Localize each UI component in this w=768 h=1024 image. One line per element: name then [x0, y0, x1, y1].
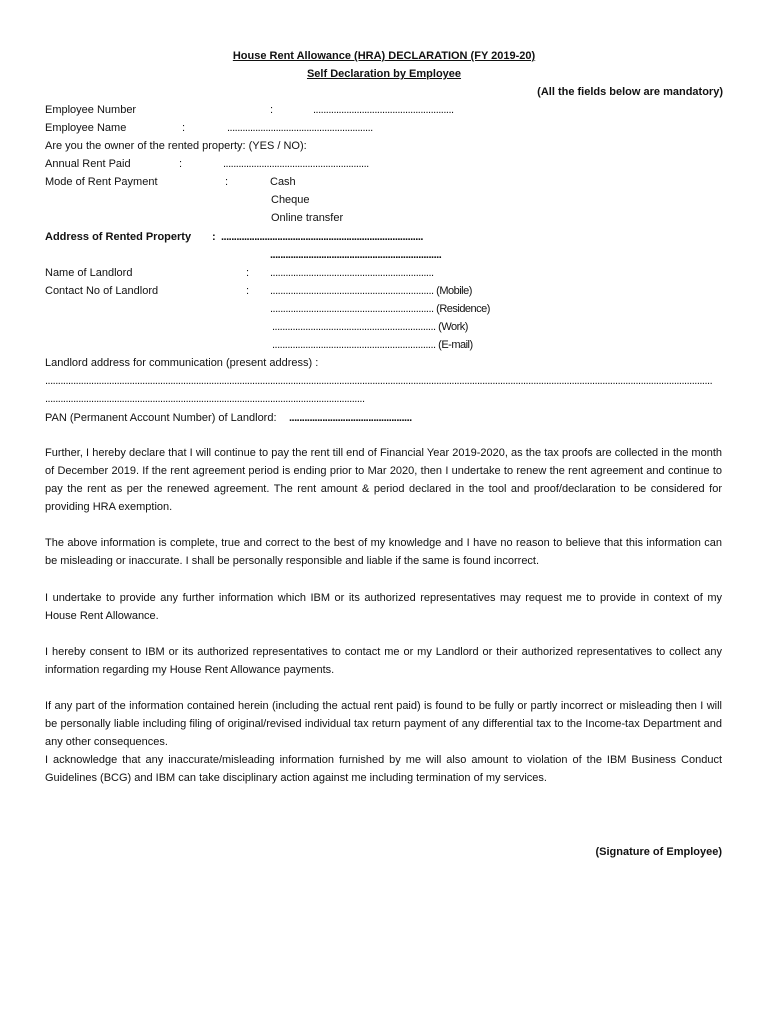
payment-option-online[interactable]: Online transfer — [271, 212, 344, 224]
declaration-paragraph-accuracy: The above information is complete, true and correct to the best of my knowledge and I have no reason to believe that this information can be misleading or inaccurate. I shall be personally responsible and liable if the same is found incorrect. — [45, 537, 722, 567]
annual-rent-label: Annual Rent Paid — [45, 158, 131, 170]
declaration-paragraph-liability: If any part of the information contained herein (including the actual rent paid) is found to be fully or partly incorrect or misleading then I will be personally liable including filing of original/revised individual tax return payment of any differential tax to the Income-tax Department and any other consequences. — [45, 700, 722, 748]
address-label: Address of Rented Property — [45, 231, 192, 243]
declaration-paragraph-rent-continuation: Further, I hereby declare that I will continue to pay the rent till end of Financial Year 2019-2020, as the tax proofs are collected in the month of December 2019. If the rent agreement period is ending prior to Mar 2020, then I undertake to renew the rent agreement and continue to pay the rent as per the renewed agreement. The rent amount & period declared in the tool and proof/declaration to be considered for providing HRA exemption. — [45, 447, 722, 513]
declaration-paragraph-consent: I hereby consent to IBM or its authorized representatives to contact me or my Landlord or their authorized representatives to collect any information regarding my House Rent Allowance payments. — [45, 646, 722, 676]
pan-label: PAN (Permanent Account Number) of Landlord: — [45, 412, 277, 424]
landlord-name-field[interactable]: ................................................................ — [270, 267, 434, 279]
landlord-address-line1[interactable]: ..................................................................................................................................................................................................................................................................... — [45, 375, 713, 387]
payment-option-cash[interactable]: Cash — [270, 176, 296, 188]
annual-rent-colon: : — [179, 158, 183, 170]
employee-name-colon: : — [182, 122, 186, 134]
landlord-residence-field[interactable]: ................................................................ (Residence) — [270, 303, 490, 315]
landlord-contact-colon: : — [246, 285, 250, 297]
document-subtitle: Self Declaration by Employee — [306, 68, 462, 80]
landlord-name-label: Name of Landlord — [45, 267, 133, 279]
mandatory-note: (All the fields below are mandatory) — [537, 86, 723, 98]
payment-option-cheque[interactable]: Cheque — [271, 194, 310, 206]
address-field-line2[interactable]: ................................................................... — [270, 249, 442, 261]
landlord-email-field[interactable]: ................................................................ (E-mail) — [272, 339, 473, 351]
landlord-name-colon: : — [246, 267, 250, 279]
annual-rent-field[interactable]: ......................................................... — [223, 158, 369, 170]
employee-number-field[interactable]: ....................................................... — [313, 104, 454, 116]
employee-name-label: Employee Name — [45, 122, 127, 134]
payment-mode-label: Mode of Rent Payment — [45, 176, 158, 188]
landlord-address-label: Landlord address for communication (present address) : — [45, 357, 319, 369]
declaration-paragraph-further-info: I undertake to provide any further information which IBM or its authorized representatives may request me to provide in context of my House Rent Allowance. — [45, 592, 722, 622]
declaration-paragraph-bcg: I acknowledge that any inaccurate/misleading information furnished by me will also amount to violation of the IBM Business Conduct Guidelines (BCG) and IBM can take disciplinary action against me including termination of my services. — [45, 754, 722, 784]
pan-field[interactable]: ................................................ — [289, 412, 412, 424]
payment-mode-colon: : — [225, 176, 229, 188]
owner-question[interactable]: Are you the owner of the rented property: (YES / NO): — [45, 140, 307, 152]
landlord-address-line2[interactable]: ............................................................................................................................. — [45, 393, 365, 405]
address-field-line1[interactable]: ............................................................................... — [221, 231, 423, 243]
employee-name-field[interactable]: ......................................................... — [227, 122, 373, 134]
employee-number-label: Employee Number — [45, 104, 137, 116]
landlord-mobile-field[interactable]: ................................................................ (Mobile) — [270, 285, 472, 297]
document-title: House Rent Allowance (HRA) DECLARATION (FY 2019-20) — [232, 50, 536, 62]
landlord-contact-label: Contact No of Landlord — [45, 285, 159, 297]
employee-signature-label: (Signature of Employee) — [595, 846, 722, 858]
employee-number-colon: : — [270, 104, 274, 116]
address-colon: : — [212, 231, 216, 243]
landlord-work-field[interactable]: ................................................................ (Work) — [272, 321, 468, 333]
